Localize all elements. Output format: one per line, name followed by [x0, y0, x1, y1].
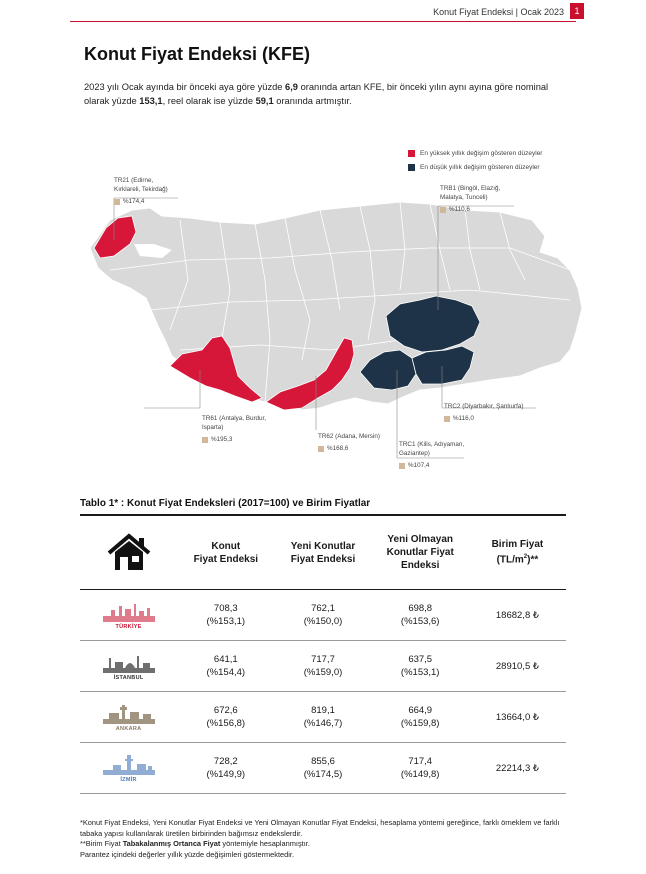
- city-name: TÜRKİYE: [115, 623, 142, 630]
- header-unit-price: Birim Fiyat $(TL/m^2)**$: [491, 539, 544, 566]
- city-name: ANKARA: [115, 725, 142, 732]
- legend-high-label: En yüksek yıllık değişim gösteren düzeyler: [420, 149, 543, 157]
- cell-kfe: 728,2 (%149,9): [206, 756, 246, 780]
- house-icon: [106, 533, 152, 573]
- page-header: [0, 0, 646, 22]
- ankara-skyline-icon: [101, 703, 157, 725]
- cell-old: 664,9 (%159,8): [400, 705, 440, 729]
- value-marker: [444, 416, 450, 422]
- city-logo-cell: [80, 641, 177, 691]
- cell-old: 717,4 (%149,8): [400, 756, 440, 780]
- value-trb1: %110,6: [449, 206, 470, 213]
- legend-high-swatch: [408, 150, 415, 157]
- label-trb1: TRB1 (Bingöl, Elazığ, Malatya, Tunceli) %110,6: [440, 185, 501, 213]
- header-new: Yeni Konutlar Fiyat Endeksi: [290, 540, 356, 565]
- value-marker: [318, 446, 324, 452]
- footnote-3: Parantez içindeki değerler yıllık yüzde değişimleri göstermektedir.: [80, 849, 295, 859]
- page-title: Konut Fiyat Endeksi (KFE): [84, 44, 311, 64]
- footnote-2: **Birim Fiyat Tabakalanmış Ortanca Fiyat yöntemiyle hesaplanmıştır.: [80, 839, 310, 848]
- table-row: [80, 641, 566, 692]
- value-marker: [202, 437, 208, 443]
- cell-new: 717,7 (%159,0): [303, 654, 343, 678]
- legend-low: [408, 160, 542, 174]
- value-trc1: %107,4: [408, 462, 430, 469]
- cell-new: 819,1 (%146,7): [303, 705, 343, 729]
- value-tr21: %174,4: [123, 198, 145, 205]
- monthly-change: 6,9: [285, 82, 298, 92]
- cell-unit: 18682,8 ₺: [495, 609, 539, 621]
- label-tr21: TR21 (Edirne, Kırklareli, Tekirdağ) %174,4: [114, 177, 168, 205]
- map-legend: [408, 146, 542, 174]
- value-marker: [114, 199, 120, 205]
- value-marker: [440, 207, 446, 213]
- cell-unit: 28910,5 ₺: [495, 660, 539, 672]
- value-marker: [399, 463, 405, 469]
- cell-kfe: 708,3 (%153,1): [206, 603, 246, 627]
- city-name: İZMİR: [120, 776, 137, 783]
- city-logo-cell: [80, 743, 177, 793]
- intro-paragraph: 2023 yılı Ocak ayında bir önceki aya göre yüzde 6,9 oranında artan KFE, bir önceki yılın aynı ayına göre nominal olarak yüzde 153,1, reel olarak ise yüzde 59,1 oranında artmıştır.: [84, 82, 549, 106]
- cell-unit: 13664,0 ₺: [495, 711, 539, 723]
- value-tr61: %195,3: [211, 436, 233, 443]
- cell-unit: 22214,3 ₺: [495, 762, 539, 774]
- turkiye-skyline-icon: [101, 601, 157, 623]
- label-trc1: TRC1 (Kilis, Adıyaman, Gaziantep) %107,4: [399, 441, 465, 469]
- header-title: Konut Fiyat Endeksi | Ocak 2023: [433, 7, 564, 17]
- city-logo-cell: [80, 590, 177, 640]
- header-divider: [70, 21, 576, 22]
- city-logo-cell: [80, 692, 177, 742]
- table-row: [80, 590, 566, 641]
- turkey-region-map: [70, 140, 590, 480]
- cell-old: 698,8 (%153,6): [400, 603, 440, 627]
- label-trc2: TRC2 (Diyarbakır, Şanlıurfa) %116,0: [444, 403, 524, 422]
- table-header-row: [80, 516, 566, 590]
- header-old: Yeni Olmayan Konutlar Fiyat Endeksi: [386, 534, 454, 571]
- nominal-change: 153,1: [139, 96, 163, 106]
- header-house-cell: [80, 516, 177, 589]
- price-index-table: [80, 514, 566, 794]
- legend-high: [408, 146, 542, 160]
- legend-low-swatch: [408, 164, 415, 171]
- city-name: İSTANBUL: [113, 674, 144, 681]
- cell-kfe: 672,6 (%156,8): [206, 705, 246, 729]
- legend-low-label: En düşük yıllık değişim gösteren düzeyler: [420, 163, 540, 171]
- value-trc2: %116,0: [453, 415, 474, 422]
- istanbul-skyline-icon: [101, 652, 157, 674]
- cell-old: 637,5 (%153,1): [400, 654, 440, 678]
- label-tr61: TR61 (Antalya, Burdur, Isparta) %195,3: [202, 415, 267, 443]
- izmir-skyline-icon: [101, 754, 157, 776]
- value-tr62: %168,6: [327, 445, 349, 452]
- cell-new: 855,6 (%174,5): [303, 756, 343, 780]
- footnote-1: *Konut Fiyat Endeksi, Yeni Konutlar Fiyat Endeksi ve Yeni Olmayan Konutlar Fiyat Endeksi, hesaplama yöntemi gereğince, farklı örneklem ve farklı tabaka yapısı kullanılarak üretilen birbirinden bağımsız endekslerdir.: [80, 818, 560, 838]
- table-row: [80, 743, 566, 794]
- table-row: [80, 692, 566, 743]
- table-footnotes: [80, 818, 580, 860]
- label-tr62: TR62 (Adana, Mersin) %168,6: [318, 433, 380, 452]
- cell-kfe: 641,1 (%154,4): [206, 654, 246, 678]
- real-change: 59,1: [255, 96, 274, 106]
- header-kfe: Konut Fiyat Endeksi: [193, 540, 259, 565]
- table-title: Tablo 1* : Konut Fiyat Endeksleri (2017=100) ve Birim Fiyatlar: [80, 498, 371, 509]
- cell-new: 762,1 (%150,0): [303, 603, 343, 627]
- page-number: 1: [570, 3, 584, 19]
